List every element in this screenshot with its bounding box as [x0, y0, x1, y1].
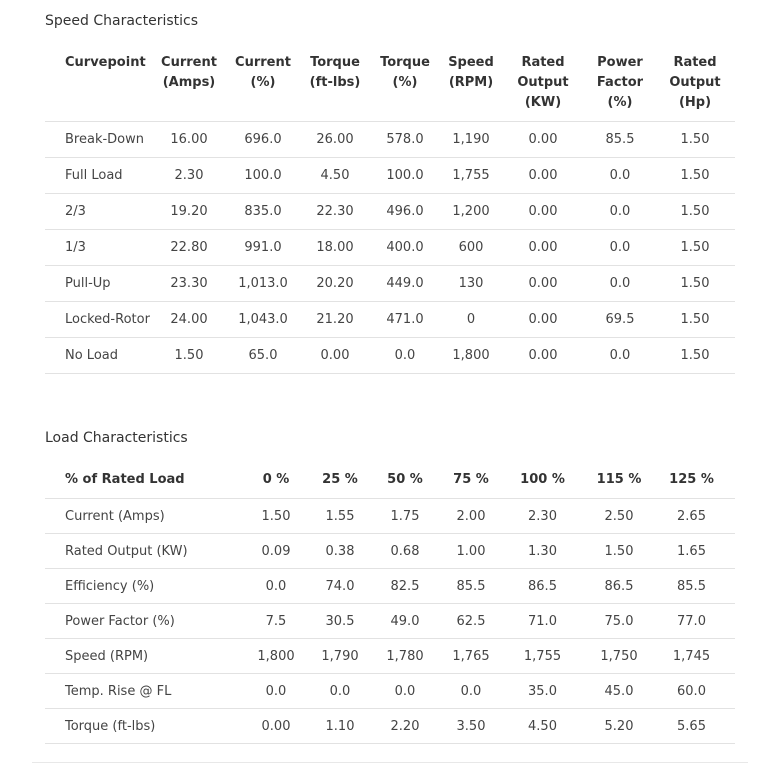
metric-cell: Speed (RPM)	[45, 638, 235, 673]
value-cell: 2.65	[648, 498, 735, 533]
value-cell: 100.0	[225, 157, 301, 193]
curvepoint-cell: 1/3	[45, 229, 153, 265]
speed-header-cell	[225, 45, 301, 121]
bottom-divider	[32, 762, 748, 763]
speed-header-cell	[45, 45, 153, 121]
table-row	[45, 638, 735, 673]
value-cell: 4.50	[495, 708, 590, 743]
value-cell: 0.68	[363, 533, 447, 568]
speed-header-line: (Amps)	[162, 75, 216, 90]
value-cell: 65.0	[225, 337, 301, 373]
value-cell: 1,800	[235, 638, 317, 673]
speed-header-cell	[369, 45, 441, 121]
value-cell: 696.0	[225, 121, 301, 157]
speed-header-line: (%)	[392, 75, 418, 90]
load-table-body	[45, 498, 735, 743]
value-cell: 5.65	[648, 708, 735, 743]
value-cell: 0.00	[501, 265, 585, 301]
metric-cell: Rated Output (KW)	[45, 533, 235, 568]
speed-table-body	[45, 121, 735, 373]
value-cell: 0.0	[585, 265, 655, 301]
value-cell: 45.0	[590, 673, 648, 708]
table-row	[45, 265, 735, 301]
value-cell: 991.0	[225, 229, 301, 265]
value-cell: 20.20	[301, 265, 369, 301]
value-cell: 1.50	[655, 121, 735, 157]
value-cell: 0.0	[585, 193, 655, 229]
table-row	[45, 533, 735, 568]
speed-header-line: Output	[669, 75, 721, 90]
value-cell: 0.0	[585, 229, 655, 265]
value-cell: 1.50	[655, 229, 735, 265]
value-cell: 1,043.0	[225, 301, 301, 337]
value-cell: 130	[441, 265, 501, 301]
value-cell: 449.0	[369, 265, 441, 301]
value-cell: 1.10	[317, 708, 363, 743]
value-cell: 1,190	[441, 121, 501, 157]
value-cell: 85.5	[447, 568, 495, 603]
speed-header-line: Torque	[380, 55, 430, 70]
load-header-cell: 50 %	[387, 472, 423, 487]
value-cell: 22.30	[301, 193, 369, 229]
value-cell: 1.50	[655, 265, 735, 301]
metric-cell: Current (Amps)	[45, 498, 235, 533]
curvepoint-cell: Full Load	[45, 157, 153, 193]
value-cell: 26.00	[301, 121, 369, 157]
value-cell: 86.5	[495, 568, 590, 603]
value-cell: 1,780	[363, 638, 447, 673]
value-cell: 0.0	[363, 673, 447, 708]
value-cell: 2.30	[495, 498, 590, 533]
speed-characteristics-table	[45, 45, 735, 374]
value-cell: 71.0	[495, 603, 590, 638]
speed-header-line: Torque	[310, 55, 360, 70]
metric-cell: Torque (ft-lbs)	[45, 708, 235, 743]
value-cell: 1,755	[441, 157, 501, 193]
value-cell: 16.00	[153, 121, 225, 157]
value-cell: 0.00	[235, 708, 317, 743]
curvepoint-cell: Break-Down	[45, 121, 153, 157]
load-header-cell: 100 %	[520, 472, 565, 487]
speed-header-line: (%)	[250, 75, 276, 90]
speed-header-cell	[301, 45, 369, 121]
value-cell: 0.00	[501, 337, 585, 373]
value-cell: 471.0	[369, 301, 441, 337]
metric-cell: Power Factor (%)	[45, 603, 235, 638]
value-cell: 0.0	[447, 673, 495, 708]
value-cell: 1.50	[655, 193, 735, 229]
load-characteristics-table	[45, 462, 735, 744]
value-cell: 0.00	[501, 301, 585, 337]
speed-header-line: (KW)	[524, 95, 562, 110]
speed-header-cell	[655, 45, 735, 121]
value-cell: 578.0	[369, 121, 441, 157]
value-cell: 18.00	[301, 229, 369, 265]
speed-header-cell	[153, 45, 225, 121]
table-row	[45, 229, 735, 265]
speed-header-line: Current	[235, 55, 291, 70]
value-cell: 835.0	[225, 193, 301, 229]
value-cell: 22.80	[153, 229, 225, 265]
load-header-cell: 25 %	[322, 472, 358, 487]
value-cell: 0	[441, 301, 501, 337]
value-cell: 1,750	[590, 638, 648, 673]
table-row	[45, 337, 735, 373]
speed-header-line: Factor	[596, 75, 644, 90]
value-cell: 60.0	[648, 673, 735, 708]
curvepoint-cell: No Load	[45, 337, 153, 373]
table-row	[45, 568, 735, 603]
value-cell: 0.00	[501, 193, 585, 229]
value-cell: 1,200	[441, 193, 501, 229]
load-header-cell: 0 %	[262, 472, 290, 487]
speed-header-cell	[441, 45, 501, 121]
value-cell: 2.30	[153, 157, 225, 193]
speed-header-line: (%)	[607, 95, 633, 110]
value-cell: 1,013.0	[225, 265, 301, 301]
value-cell: 74.0	[317, 568, 363, 603]
load-header-cell: % of Rated Load	[65, 472, 185, 487]
speed-header-line: (Hp)	[678, 95, 712, 110]
speed-header-cell	[501, 45, 585, 121]
value-cell: 1.50	[655, 157, 735, 193]
value-cell: 21.20	[301, 301, 369, 337]
value-cell: 0.00	[301, 337, 369, 373]
speed-header-line: Rated	[521, 55, 565, 70]
table-row	[45, 673, 735, 708]
value-cell: 49.0	[363, 603, 447, 638]
value-cell: 1.50	[655, 337, 735, 373]
curvepoint-cell: Locked-Rotor	[45, 301, 153, 337]
table-row	[45, 708, 735, 743]
value-cell: 1.50	[153, 337, 225, 373]
value-cell: 0.00	[501, 121, 585, 157]
speed-header-line: Rated	[673, 55, 717, 70]
load-table-header-row	[45, 462, 735, 498]
speed-header-line: Speed	[448, 55, 494, 70]
speed-header-cell	[585, 45, 655, 121]
load-header-cell: 125 %	[669, 472, 714, 487]
value-cell: 400.0	[369, 229, 441, 265]
value-cell: 0.00	[501, 157, 585, 193]
value-cell: 1,790	[317, 638, 363, 673]
value-cell: 75.0	[590, 603, 648, 638]
value-cell: 0.0	[235, 568, 317, 603]
value-cell: 0.0	[235, 673, 317, 708]
metric-cell: Efficiency (%)	[45, 568, 235, 603]
value-cell: 496.0	[369, 193, 441, 229]
table-row	[45, 498, 735, 533]
value-cell: 1.00	[447, 533, 495, 568]
metric-cell: Temp. Rise @ FL	[45, 673, 235, 708]
speed-header-line: (ft-lbs)	[309, 75, 361, 90]
value-cell: 35.0	[495, 673, 590, 708]
value-cell: 85.5	[585, 121, 655, 157]
value-cell: 1.55	[317, 498, 363, 533]
value-cell: 0.38	[317, 533, 363, 568]
value-cell: 1,745	[648, 638, 735, 673]
value-cell: 2.20	[363, 708, 447, 743]
speed-header-line: Curvepoint	[65, 55, 146, 70]
value-cell: 0.0	[369, 337, 441, 373]
value-cell: 19.20	[153, 193, 225, 229]
value-cell: 82.5	[363, 568, 447, 603]
value-cell: 0.0	[585, 337, 655, 373]
value-cell: 1.30	[495, 533, 590, 568]
load-characteristics-title: Load Characteristics	[45, 430, 188, 446]
value-cell: 1.50	[590, 533, 648, 568]
value-cell: 0.00	[501, 229, 585, 265]
table-row	[45, 301, 735, 337]
value-cell: 85.5	[648, 568, 735, 603]
value-cell: 2.50	[590, 498, 648, 533]
load-header-cell: 75 %	[453, 472, 489, 487]
value-cell: 2.00	[447, 498, 495, 533]
value-cell: 1,755	[495, 638, 590, 673]
value-cell: 86.5	[590, 568, 648, 603]
value-cell: 100.0	[369, 157, 441, 193]
value-cell: 0.09	[235, 533, 317, 568]
value-cell: 1.50	[235, 498, 317, 533]
value-cell: 62.5	[447, 603, 495, 638]
value-cell: 0.0	[585, 157, 655, 193]
value-cell: 3.50	[447, 708, 495, 743]
table-row	[45, 157, 735, 193]
value-cell: 600	[441, 229, 501, 265]
value-cell: 1.65	[648, 533, 735, 568]
curvepoint-cell: Pull-Up	[45, 265, 153, 301]
value-cell: 69.5	[585, 301, 655, 337]
table-row	[45, 121, 735, 157]
speed-header-line: Output	[517, 75, 569, 90]
value-cell: 7.5	[235, 603, 317, 638]
speed-header-line: Power	[597, 55, 643, 70]
value-cell: 5.20	[590, 708, 648, 743]
table-row	[45, 193, 735, 229]
value-cell: 4.50	[301, 157, 369, 193]
value-cell: 1,800	[441, 337, 501, 373]
value-cell: 77.0	[648, 603, 735, 638]
speed-table-header-row	[45, 45, 735, 121]
table-row	[45, 603, 735, 638]
speed-header-line: (RPM)	[448, 75, 494, 90]
value-cell: 1.50	[655, 301, 735, 337]
speed-characteristics-title: Speed Characteristics	[45, 13, 199, 29]
value-cell: 23.30	[153, 265, 225, 301]
value-cell: 24.00	[153, 301, 225, 337]
curvepoint-cell: 2/3	[45, 193, 153, 229]
load-header-cell: 115 %	[596, 472, 642, 487]
value-cell: 0.0	[317, 673, 363, 708]
speed-header-line: Current	[161, 55, 217, 70]
value-cell: 1.75	[363, 498, 447, 533]
value-cell: 30.5	[317, 603, 363, 638]
value-cell: 1,765	[447, 638, 495, 673]
